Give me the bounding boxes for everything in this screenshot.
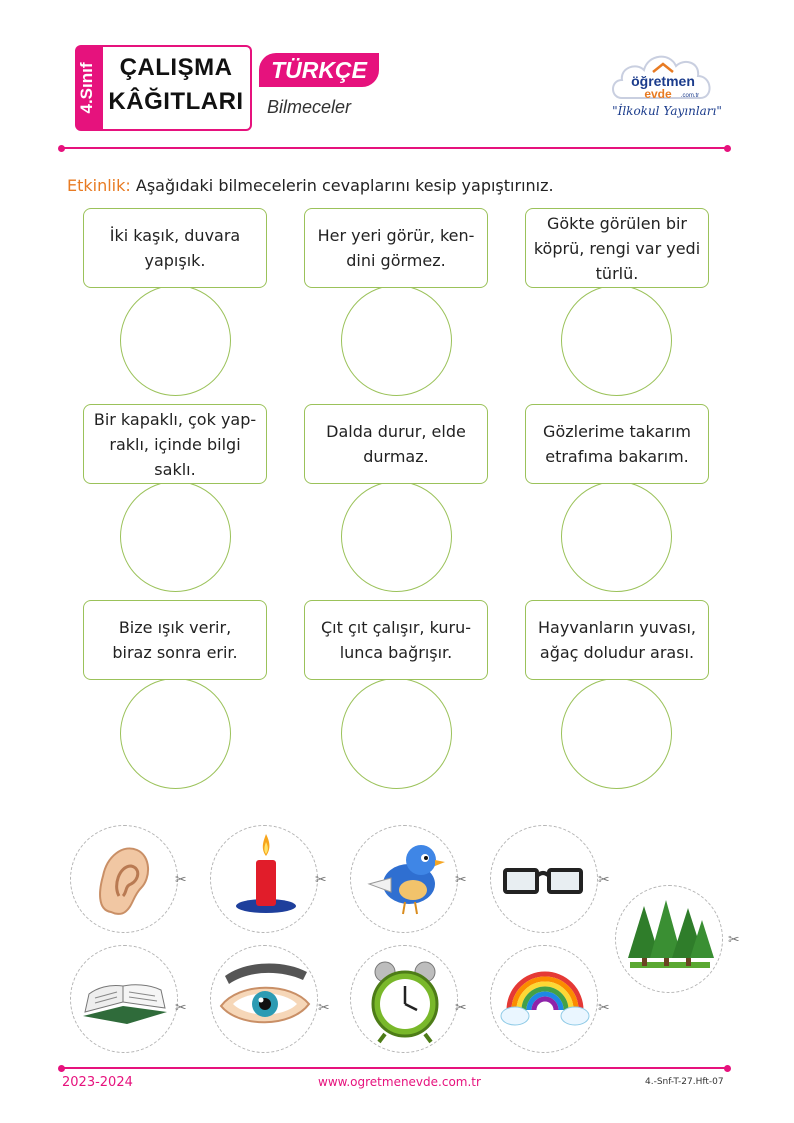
divider-dot-left [58,145,65,152]
alarm-clock-icon [351,946,459,1054]
cutout-glasses[interactable] [490,825,598,933]
bird-icon [351,826,459,934]
divider-dot-left [58,1065,65,1072]
footer-website-link[interactable]: www.ogretmenevde.com.tr [318,1075,481,1089]
cutout-bird[interactable] [350,825,458,933]
logo-text-bottom: evde [644,87,672,101]
answer-circle[interactable] [341,285,452,396]
candle-icon [211,826,319,934]
cutout-forest[interactable] [615,885,723,993]
answer-circle[interactable] [120,678,231,789]
scissors-icon: ✂ [318,1000,330,1016]
answer-circle[interactable] [120,481,231,592]
footer-year: 2023-2024 [62,1075,133,1090]
riddle-card: Her yeri görür, ken- dini görmez. [304,208,488,288]
scissors-icon: ✂ [175,872,187,888]
footer-code: 4.-Snf-T-27.Hft-07 [645,1077,724,1087]
divider-dot-right [724,145,731,152]
logo-text-top: öğretmen [631,73,695,89]
ear-icon [71,826,179,934]
logo-domain: .com.tr [680,93,700,99]
activity-label: Etkinlik: [67,176,131,195]
cutout-eye[interactable] [210,945,318,1053]
cutout-candle[interactable] [210,825,318,933]
cutout-rainbow[interactable] [490,945,598,1053]
cutout-alarm-clock[interactable] [350,945,458,1053]
title-line-1: ÇALIŞMA [119,54,233,81]
riddle-card: İki kaşık, duvara yapışık. [83,208,267,288]
riddle-card: Hayvanların yuvası, ağaç doludur arası. [525,600,709,680]
answer-circle[interactable] [120,285,231,396]
logo-cloud-icon [608,48,718,106]
answer-circle[interactable] [561,481,672,592]
answer-circle[interactable] [561,678,672,789]
riddle-card: Dalda durur, elde durmaz. [304,404,488,484]
forest-icon [616,886,724,994]
subject-badge: TÜRKÇE [259,53,379,87]
riddle-card: Bize ışık verir, biraz sonra erir. [83,600,267,680]
riddle-card: Gökte görülen bir köprü, rengi var yedi türlü. [525,208,709,288]
divider-dot-right [724,1065,731,1072]
header-divider [62,147,728,149]
topic-subtitle: Bilmeceler [267,97,352,117]
answer-circle[interactable] [561,285,672,396]
cutout-book[interactable] [70,945,178,1053]
title-line-2: KÂĞITLARI [108,88,244,115]
scissors-icon: ✂ [598,872,610,888]
activity-instruction [67,176,554,195]
scissors-icon: ✂ [728,932,740,948]
activity-text: Aşağıdaki bilmecelerin cevaplarını kesip yapıştırınız. [135,176,554,195]
cutout-ear[interactable] [70,825,178,933]
eye-icon [211,946,319,1054]
glasses-icon [491,826,599,934]
riddle-card: Gözlerime takarım etrafıma bakarım. [525,404,709,484]
answer-circle[interactable] [341,481,452,592]
scissors-icon: ✂ [455,872,467,888]
grade-label: 4.Sınıf [77,62,96,114]
rainbow-icon [491,946,599,1054]
book-icon [71,946,179,1054]
riddle-card: Bir kapaklı, çok yap- raklı, içinde bilgi saklı. [83,404,267,484]
scissors-icon: ✂ [175,1000,187,1016]
scissors-icon: ✂ [315,872,327,888]
logo-tagline: "İlkokul Yayınları" [612,104,722,118]
scissors-icon: ✂ [455,1000,467,1016]
scissors-icon: ✂ [598,1000,610,1016]
answer-circle[interactable] [341,678,452,789]
riddle-card: Çıt çıt çalışır, kuru- lunca bağrışır. [304,600,488,680]
footer-divider [62,1067,728,1069]
